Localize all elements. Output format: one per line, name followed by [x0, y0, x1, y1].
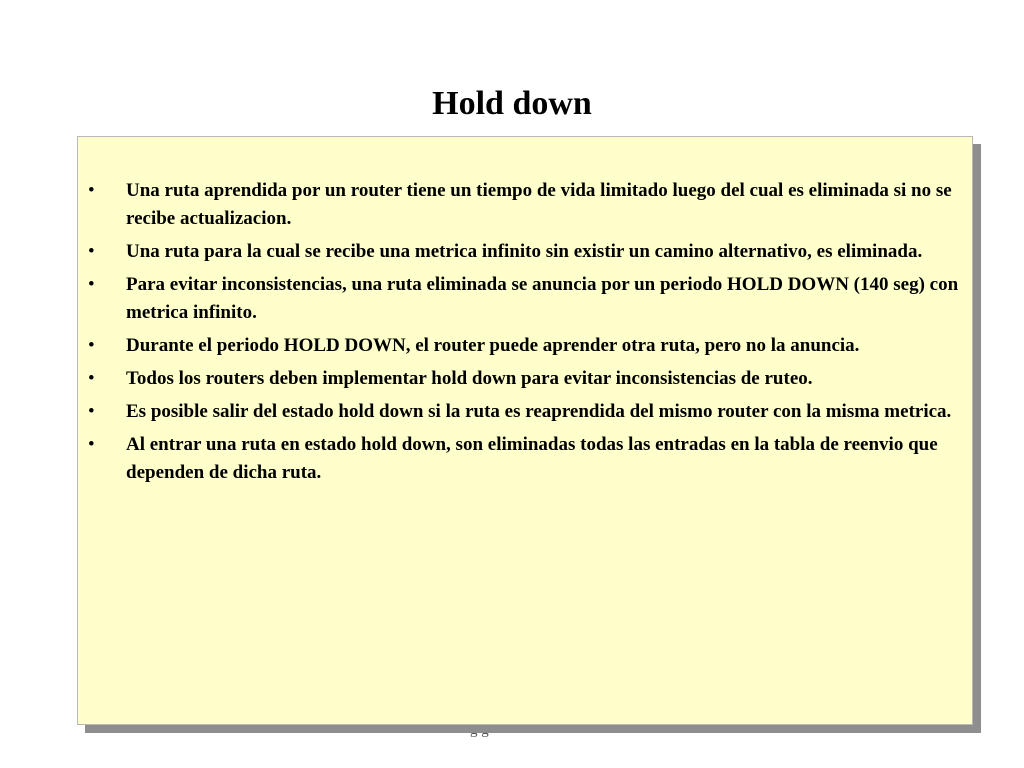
bullet-text: Es posible salir del estado hold down si la ruta es reaprendida del mismo router con la misma metrica.: [126, 401, 952, 422]
content-box: [77, 136, 973, 725]
slide-title: Hold down: [432, 85, 592, 122]
bullet-item: [78, 431, 972, 487]
bullet-item: [78, 398, 972, 426]
bullet-text: Una ruta aprendida por un router tiene un tiempo de vida limitado luego del cual es eliminada si no se recibe actualizacion.: [126, 180, 952, 229]
bullet-icon: •: [88, 274, 95, 295]
bullet-icon: •: [88, 401, 95, 422]
bullet-icon: •: [88, 241, 95, 262]
bullet-item: [78, 177, 972, 233]
bullet-text: Durante el periodo HOLD DOWN, el router puede aprender otra ruta, pero no la anuncia.: [126, 335, 860, 356]
bullet-icon: •: [88, 180, 95, 201]
bullet-item: [78, 332, 972, 360]
bullet-item: [78, 271, 972, 327]
bullet-icon: •: [88, 368, 95, 389]
bullet-item: [78, 238, 972, 266]
bullet-text: Al entrar una ruta en estado hold down, son eliminadas todas las entradas en la tabla de reenvio que dependen de dicha ruta.: [126, 434, 938, 483]
bullet-item: [78, 365, 972, 393]
bullet-list: [78, 177, 972, 492]
bullet-text: Todos los routers deben implementar hold down para evitar inconsistencias de ruteo.: [126, 368, 813, 389]
bullet-text: Para evitar inconsistencias, una ruta eliminada se anuncia por un periodo HOLD DOWN (140 seg) con metrica infinito.: [126, 274, 959, 323]
bullet-icon: •: [88, 434, 95, 455]
bullet-text: Una ruta para la cual se recibe una metrica infinito sin existir un camino alternativo, es eliminada.: [126, 241, 923, 262]
bullet-icon: •: [88, 335, 95, 356]
